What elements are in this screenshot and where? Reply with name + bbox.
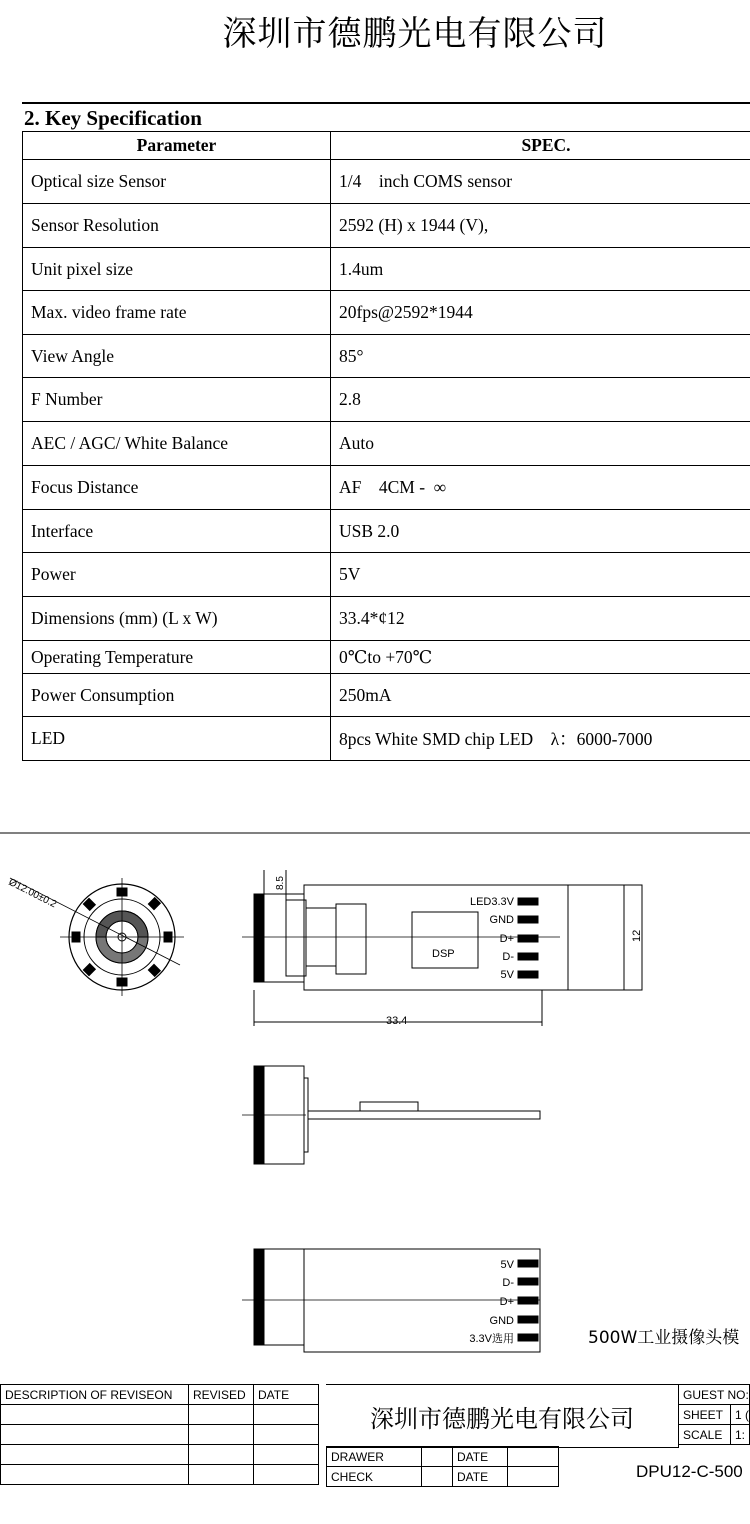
spec-param: Unit pixel size xyxy=(23,248,331,291)
spec-param: Interface xyxy=(23,510,331,553)
dsp-label: DSP xyxy=(432,948,455,960)
date-header: DATE xyxy=(254,1385,319,1405)
spec-param: Optical size Sensor xyxy=(23,160,331,204)
check-label: CHECK xyxy=(327,1467,422,1487)
spec-param: Max. video frame rate xyxy=(23,291,331,335)
col-parameter: Parameter xyxy=(23,132,331,160)
spec-value: 250mA xyxy=(331,674,750,717)
spec-param: Dimensions (mm) (L x W) xyxy=(23,597,331,641)
pin-bottom-3: GND xyxy=(489,1315,514,1327)
pin-bottom-4: 3.3V选用 xyxy=(469,1333,514,1345)
description-header: DESCRIPTION OF REVISEON xyxy=(1,1385,189,1405)
spec-row xyxy=(23,553,750,597)
spec-param: LED xyxy=(23,717,331,761)
spec-value: 1/4 inch COMS sensor xyxy=(331,160,750,204)
spec-param: Power Consumption xyxy=(23,674,331,717)
spec-row xyxy=(23,422,750,466)
pin-bottom-2: D+ xyxy=(499,1296,514,1308)
title-block xyxy=(0,1384,750,1524)
spec-value: 0℃to +70℃ xyxy=(331,641,750,674)
sheet-label: SHEET xyxy=(679,1405,731,1425)
scale-label: SCALE xyxy=(679,1425,731,1445)
dim-12: 12 xyxy=(631,929,643,942)
spec-row xyxy=(23,204,750,248)
title-block-company: 深圳市德鹏光电有限公司 xyxy=(326,1384,679,1448)
date-label-2: DATE xyxy=(453,1467,508,1487)
pin-top-2: D+ xyxy=(499,933,514,945)
spec-row xyxy=(23,641,750,674)
revision-table xyxy=(0,1384,319,1485)
spec-body xyxy=(23,160,750,761)
spec-row xyxy=(23,160,750,204)
col-spec: SPEC. xyxy=(331,132,750,160)
diameter-label: Ø12.00±0.2 xyxy=(6,876,59,911)
sheet-value: 1 ( xyxy=(730,1405,749,1425)
spec-value: 85° xyxy=(331,335,750,378)
spec-param: Focus Distance xyxy=(23,466,331,510)
spec-param: F Number xyxy=(23,378,331,422)
spec-row xyxy=(23,248,750,291)
scale-value: 1: xyxy=(730,1425,749,1445)
revised-header: REVISED xyxy=(189,1385,254,1405)
spec-row xyxy=(23,510,750,553)
company-title: 深圳市德鹏光电有限公司 xyxy=(222,14,608,54)
spec-value: 8pcs White SMD chip LED λ：6000-7000 xyxy=(331,717,750,761)
pin-top-3: D- xyxy=(502,951,514,963)
spec-param: Operating Temperature xyxy=(23,641,331,674)
spec-value: 2592 (H) x 1944 (V), xyxy=(331,204,750,248)
spec-row xyxy=(23,597,750,641)
pin-top-4: 5V xyxy=(500,969,514,981)
pin-top-1: GND xyxy=(489,914,514,926)
spec-value: 1.4um xyxy=(331,248,750,291)
spec-param: View Angle xyxy=(23,335,331,378)
spec-param: AEC / AGC/ White Balance xyxy=(23,422,331,466)
date-label-1: DATE xyxy=(453,1447,508,1467)
spec-header-row xyxy=(23,132,750,160)
spec-row xyxy=(23,674,750,717)
spec-value: 5V xyxy=(331,553,750,597)
spec-value: 20fps@2592*1944 xyxy=(331,291,750,335)
dim-85: 8.5 xyxy=(275,876,286,890)
pin-bottom-0: 5V xyxy=(500,1259,514,1271)
spec-row xyxy=(23,335,750,378)
side-view xyxy=(242,1066,540,1164)
model-number: DPU12-C-500 xyxy=(636,1462,743,1481)
spec-row xyxy=(23,717,750,761)
pin-top-0: LED3.3V xyxy=(469,896,514,908)
spec-value: 33.4*¢12 xyxy=(331,597,750,641)
spec-value: USB 2.0 xyxy=(331,510,750,553)
guest-no: GUEST NO: xyxy=(679,1385,750,1405)
spec-value: AF 4CM - ∞ xyxy=(331,466,750,510)
pins-bottom xyxy=(469,1259,514,1345)
spec-row xyxy=(23,466,750,510)
spec-row xyxy=(23,291,750,335)
dim-334: 33.4 xyxy=(386,1015,408,1027)
spec-param: Sensor Resolution xyxy=(23,204,331,248)
spec-table xyxy=(22,131,750,761)
mechanical-drawing xyxy=(0,800,750,1380)
pin-bottom-1: D- xyxy=(502,1277,514,1289)
approval-table xyxy=(326,1446,559,1487)
spec-param: Power xyxy=(23,553,331,597)
sheet-table xyxy=(678,1384,750,1445)
spec-value: Auto xyxy=(331,422,750,466)
top-rule xyxy=(22,102,750,104)
spec-row xyxy=(23,378,750,422)
drawer-label: DRAWER xyxy=(327,1447,422,1467)
section-title: 2. Key Specification xyxy=(24,106,202,130)
spec-value: 2.8 xyxy=(331,378,750,422)
product-caption: 500W工业摄像头模 xyxy=(588,1328,740,1348)
